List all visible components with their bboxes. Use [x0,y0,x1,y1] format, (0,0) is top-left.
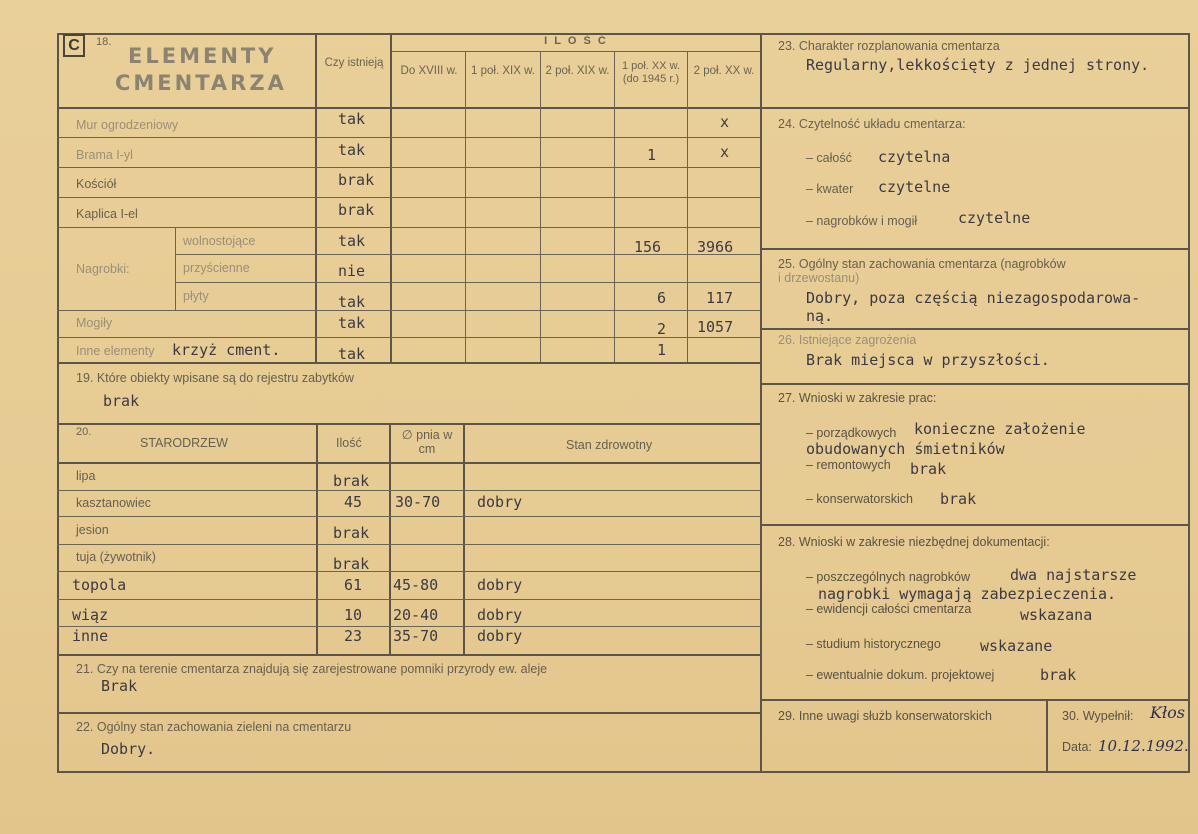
row-label: Kościół [76,177,117,191]
tree-ilosc: brak [333,524,370,542]
sec24-item-label: – nagrobków i mogił [806,214,918,228]
form-code-box: C [63,34,85,57]
sec19-bottom [57,423,762,425]
sec21-bottom [57,712,762,714]
sec28-pn-label: – poszczególnych nagrobków [806,570,970,584]
period-header: 1 poł. XIX w. [471,65,535,77]
row-value: 6 [657,289,667,307]
row-czy: tak [338,110,366,128]
col-sep-4 [687,51,688,363]
row-line [57,337,760,338]
sec20-col-stan: Stan zdrowotny [566,438,653,452]
row-value: 1 [657,341,667,359]
sec29-label: 29. Inne uwagi służb konserwatorskich [778,709,993,723]
tree-ilosc: 23 [344,627,363,645]
sec20-title: STARODRZEW [140,436,228,450]
frame-right [1188,33,1190,773]
row-label: Brama I-yl [76,148,133,162]
sec28-ew-label: – ewidencji całości cmentarza [806,602,972,616]
period-header: 1 poł. XX w. (do 1945 r.) [621,60,681,85]
row-label: Kaplica I-el [76,207,138,221]
sec28-pr-label: – ewentualnie dokum. projektowej [806,668,995,682]
row-czy: brak [338,171,375,189]
sec27-bottom [760,524,1190,526]
sec27-kons-value: brak [940,490,977,508]
sec30-date: 10.12.1992. [1098,737,1189,755]
sec26-value: Brak miejsca w przyszłości. [806,351,1050,369]
tree-stan: dobry [477,493,523,511]
nagrobki-sep [175,227,176,310]
inne-value: krzyż cment. [172,341,281,359]
sec20-col-1 [316,423,318,654]
col-czy-header: Czy istnieją [324,57,384,69]
tree-pnia: 45-80 [393,576,439,594]
tree-stan: dobry [477,576,523,594]
sec23-label: 23. Charakter rozplanowania cmentarza [778,39,1000,53]
sec24-item-value: czytelne [958,209,1031,227]
sec22-value: Dobry. [101,740,156,758]
row-value: 3966 [697,238,734,256]
row-value: x [720,113,730,131]
sec18-title-line1: ELEMENTY [128,44,277,68]
sec24-item-label: – kwater [806,182,854,196]
sec27-porz-value: konieczne założenie [914,420,1086,438]
col-czy-left [315,33,317,363]
row-value: 1 [647,146,657,164]
tree-stan: dobry [477,627,523,645]
tree-pnia: 20-40 [393,606,439,624]
row-value: 2 [657,320,667,338]
mogily-label: Mogiły [76,316,113,330]
tree-ilosc: 61 [344,576,363,594]
sec24-bottom [760,248,1190,250]
tree-name: inne [72,627,109,645]
period-header: 2 poł. XIX w. [545,65,610,77]
sec28-st-value: wskazane [980,637,1053,655]
row-czy: tak [338,314,366,332]
row-czy: tak [338,345,366,363]
col-sep-3 [614,51,615,363]
sec24-item-label: – całość [806,151,852,165]
sec25-value: Dobry, poza częścią niezagospodarowa- [806,289,1141,307]
row-line [57,516,760,517]
tree-pnia: 35-70 [393,627,439,645]
row-czy: tak [338,293,366,311]
sec25-label: 25. Ogólny stan zachowania cmentarza (nagrobków [778,257,1066,271]
sec25-value-cont: ną. [806,307,834,325]
nagrobki-sub-label: przyścienne [183,261,250,275]
sec20-col-2 [389,423,391,654]
sec24-item-value: czytelna [878,148,951,166]
sec28-pn-value-cont: nagrobki wymagają zabezpieczenia. [818,585,1117,603]
sec21-label: 21. Czy na terenie cmentarza znajdują się zarejestrowane pomniki przyrody ew. aleje [76,662,548,676]
sec27-porz-value-cont: obudowanych śmietników [806,440,1005,458]
sec27-porz-label: – porządkowych [806,426,897,440]
sec26-bottom [760,383,1190,385]
sec27-rem-label: – remontowych [806,458,891,472]
row-line [57,544,760,545]
row-value: 1057 [697,318,734,336]
sec18-bottom [57,362,762,364]
tree-name: lipa [76,469,96,483]
frame-bottom [57,771,1190,773]
sec28-pr-value: brak [1040,666,1077,684]
tree-stan: dobry [477,606,523,624]
tree-name: topola [72,576,127,594]
ilosc-underline [392,51,760,52]
row-line [57,167,760,168]
sec27-rem-value: brak [910,460,947,478]
sec19-value: brak [103,392,140,410]
nagrobki-sub-label: wolnostojące [183,234,256,248]
tree-ilosc: 10 [344,606,363,624]
sec21-value: Brak [101,677,138,695]
row-line [57,599,760,600]
row-line [57,571,760,572]
row-line [57,137,760,138]
nagrobki-sub-label: płyty [183,289,209,303]
row-line [57,197,760,198]
tree-name: kasztanowiec [76,496,152,510]
sec29-30-sep [1046,699,1048,772]
col-sep-1 [465,51,466,363]
ilosc-header: I L O Ś Ć [544,35,608,47]
sec27-label: 27. Wnioski w zakresie prac: [778,391,937,405]
sec20-col-3 [463,423,465,654]
row-line [175,282,760,283]
sec28-st-label: – studium historycznego [806,637,941,651]
tree-ilosc: brak [333,555,370,573]
sec22-label: 22. Ogólny stan zachowania zieleni na cmentarzu [76,720,352,734]
tree-name: tuja (żywotnik) [76,550,156,564]
row-value: x [720,143,730,161]
sec23-bottom [760,107,1190,109]
sec20-col-pnia: ∅ pnia w cm [401,428,453,456]
row-czy: nie [338,262,366,280]
col-czy-right [390,33,392,363]
row-czy: tak [338,141,366,159]
sec24-label: 24. Czytelność układu cmentarza: [778,117,966,131]
row-line [175,254,760,255]
signature: Kłos [1150,703,1185,722]
row-value: 156 [634,238,662,256]
row-line [57,490,760,491]
sec23-value: Regularny,lekkościęty z jednej strony. [806,56,1150,74]
sec28-bottom [760,699,1190,701]
sec30-label: 30. Wypełnił: [1062,709,1134,723]
sec25-label-cont: i drzewostanu) [778,271,860,285]
tree-ilosc: brak [333,472,370,490]
nagrobki-label: Nagrobki: [76,262,130,276]
frame-middle [760,33,762,773]
sec27-kons-label: – konserwatorskich [806,492,913,506]
sec24-item-value: czytelne [878,178,951,196]
frame-left [57,33,59,773]
inne-label: Inne elementy [76,344,155,358]
sec25-bottom [760,328,1190,330]
period-header: Do XVIII w. [400,65,458,77]
sec26-label: 26. Istniejące zagrożenia [778,333,917,347]
sec19-label: 19. Które obiekty wpisane są do rejestru zabytków [76,371,354,385]
sec30-date-label: Data: [1062,740,1092,754]
sec20-header-bottom [57,462,762,464]
sec18-header-bottom [57,107,762,109]
sec20-col-ilosc: Ilość [336,436,362,450]
tree-name: jesion [76,523,109,537]
sec18-title-line2: CMENTARZA [115,71,287,95]
row-czy: brak [338,201,375,219]
row-value: 117 [706,289,734,307]
sec28-label: 28. Wnioski w zakresie niezbędnej dokumentacji: [778,535,1050,549]
period-header: 2 poł. XX w. [693,65,755,77]
row-czy: tak [338,232,366,250]
sec20-number: 20. [76,426,92,438]
row-label: Mur ogrodzeniowy [76,118,179,132]
sec28-ew-value: wskazana [1020,606,1093,624]
row-line [57,310,760,311]
sec20-bottom [57,654,762,656]
row-line [57,227,760,228]
tree-name: wiąz [72,606,109,624]
tree-ilosc: 45 [344,493,363,511]
sec28-pn-value: dwa najstarsze [1010,566,1137,584]
col-sep-2 [540,51,541,363]
tree-pnia: 30-70 [395,493,441,511]
sec18-number: 18. [96,36,112,48]
